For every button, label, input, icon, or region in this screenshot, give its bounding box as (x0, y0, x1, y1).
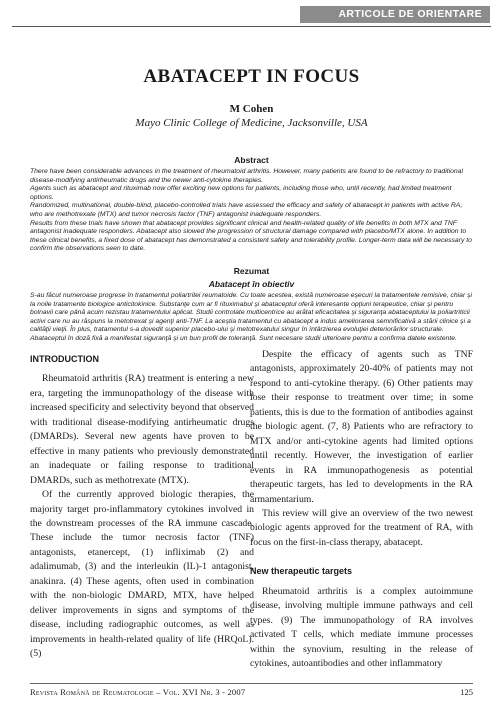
subsection-heading: New therapeutic targets (250, 566, 353, 577)
abstract-body (30, 168, 473, 254)
abstract-paragraph: Results from these trials have shown that abatacept provides significant clinical and health-related quality of life benefits in both MTX and TNF antagonist inadequate responders. Abatacept also slowed the progression of structural damage compared with placebo/MTX alone. In addition to these clinical benefits, a fixed dose of abatacept has demonstrated a consistent safety and tolerability profile. Longer-term data will be necessary to confirm the observations seen to date. (30, 219, 472, 253)
body-paragraph: This review will give an overview of the two newest biologic agents approved for the treatment of RA, with focus on the first-in-class therapy, abatacept. (250, 507, 473, 548)
author-name: M Cohen (229, 103, 274, 115)
rezumat-paragraph: S-au făcut numeroase progrese în tratamentul poliartritei reumatoide. Cu toate acestea, există numeroase eşecuri la tratamentele remisive, chiar şi la noile tratamente biologice anticitokinice. Substanţe cum ar fi rituximabul şi abataceptul oferă interesante opţiuni terapeutice, chiar şi pentru bolnavii care până acum rezistau tratamentului aplicat. Studii controlate multicentrice au arătat eficacitatea şi siguranţa abataceptului la poliartriticii activi care nu au răspuns la metotrexat şi agenţi anti-TNF. La aceştia tratamentul cu abatacept a indus ameliorarea semnificativă a stării clinice şi a calităţii vieţii. În plus, tratamentul s-a dovedit superior placebo-ului şi metotrexatului singur în întârzierea evoluţiei deteriorărilor structurale. Abataceptul în doză fixă a manifestat siguranţă şi un bun profil de toleranţă. Sunt necesare studii ulterioare pentru a confirma datele existente. (30, 292, 473, 342)
rezumat-subheading: Abatacept în obiectiv (208, 279, 295, 289)
right-column (250, 348, 473, 672)
body-paragraph: Rheumatoid arthritis is a complex autoimmune disease, involving multiple immune pathways and cell types. (9) The immunopathology of RA involves activated T cells, which mediate immune processes within the synovium, resulting in the release of cytokines, autoantibodies and other inflammatory (250, 585, 473, 670)
body-paragraph: Rheumatoid arthritis (RA) treatment is entering a new era, targeting the immunopathology of the disease with increased specificity and selectivity beyond that observed with traditional disease-modifying antirheumatic drugs (DMARDs). Several new agents have proven to be effective in many patients who previously demonstrated an inadequate or failing response to traditional DMARDs, such as methotrexate (MTX). (30, 373, 254, 486)
body-paragraph: Of the currently approved biologic therapies, the majority target pro-inflammatory cytokines involved in the downstream processes of the RA immune cascade. These include the tumor necrosis factor (TNF) antagonists, etanercept, (1) infliximab (2) and adalimumab, (3) and the interleukin (IL)-1 antagonist, anakinra. (4) These agents, often used in combination with the non-biologic DMARD, MTX, have helped deliver improvements in signs and symptoms of the disease, including radiographic outcomes, as well as improvements in health-related quality of life (HRQoL). (5) (30, 489, 254, 660)
page-number: 125 (460, 687, 473, 697)
footer-rule (30, 683, 473, 684)
abstract-paragraph: Agents such as abatacept and rituximab now offer exciting new options for patients, including those who, until recently, had limited treatment options. (30, 185, 452, 201)
journal-citation: Revista Română de Reumatologie – Vol. XVI Nr. 3 - 2007 (30, 687, 246, 697)
author-affiliation: Mayo Clinic College of Medicine, Jacksonville, USA (135, 117, 368, 129)
body-paragraph: Despite the efficacy of agents such as TNF antagonists, approximately 20-40% of patients may not respond to anti-cytokine therapy. (6) Other patients may lose their response to treatment over time; in some patients, this is due to the formation of antibodies against the biologic agent. (7, 8) Patients who are refractory to MTX and/or anti-cytokine agents had limited options until recently. However, the investigation of earlier events in RA immunopathogenesis as potential therapeutic targets, has led to developments in the RA armamentarium. (250, 349, 473, 505)
introduction-heading: INTRODUCTION (30, 354, 99, 364)
section-spacer (250, 550, 473, 560)
abstract-heading: Abstract (234, 155, 269, 165)
article-title: ABATACEPT IN FOCUS (143, 66, 360, 87)
left-column (30, 348, 254, 662)
section-label: ARTICOLE DE ORIENTARE (300, 6, 490, 23)
rezumat-body (30, 292, 473, 344)
abstract-paragraph: There have been considerable advances in the treatment of rheumatoid arthritis. However, many patients are found to be refractory to traditional disease-modifying antirheumatic drugs and the newer anti-cytokine therapies. (30, 168, 463, 184)
rezumat-heading: Rezumat (233, 266, 270, 276)
header-rule (12, 26, 491, 27)
abstract-paragraph: Randomized, multinational, double-blind, placebo-controlled trials have assessed the efficacy and safety of abatacept in patients with active RA, who are methotrexate (MTX) and tumor necrosis factor (TNF) antagonist inadequate responders. (30, 202, 463, 218)
